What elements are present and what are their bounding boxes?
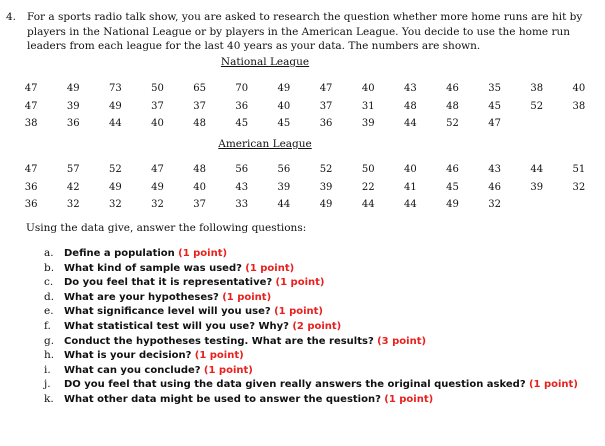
question-points: (1 point) — [245, 262, 295, 274]
national-league-cell — [558, 115, 600, 133]
national-league-cell: 31 — [361, 100, 375, 112]
national-league-cell: 40 — [151, 118, 164, 130]
american-league-cell — [516, 196, 558, 214]
american-league-cell: 32 — [108, 199, 122, 211]
national-league-cell: 47 — [488, 118, 501, 130]
national-league-cell: 48 — [403, 100, 417, 112]
american-league-cell: 49 — [108, 181, 122, 193]
question-item — [44, 334, 578, 349]
american-league-cell: 44 — [530, 164, 544, 176]
national-league-row — [10, 115, 600, 133]
american-league-cell: 56 — [235, 164, 249, 176]
problem-text: For a sports radio talk show, you are asked to research the question whether more home runs are hit by players in the National League or by players in the American League. You decide to use the home run leaders from each league for the last 40 years as your data. The numbers are shown. — [27, 11, 583, 52]
national-league-cell: 44 — [108, 118, 122, 130]
question-text: What other data might be used to answer the question? — [64, 393, 381, 405]
question-item — [44, 275, 578, 290]
american-league-cell: 52 — [319, 164, 333, 176]
national-league-cell: 36 — [235, 100, 249, 112]
question-text: What is your decision? — [64, 350, 192, 362]
national-league-row — [10, 98, 600, 116]
american-league-cell: 33 — [235, 199, 249, 211]
american-league-cell: 52 — [108, 164, 122, 176]
national-league-cell: 38 — [530, 83, 544, 95]
american-league-cell: 49 — [151, 181, 164, 193]
national-league-cell: 37 — [319, 100, 333, 112]
american-league-cell: 46 — [446, 164, 459, 176]
national-league-cell: 45 — [235, 118, 249, 130]
american-league-cell: 36 — [24, 199, 38, 211]
national-league-cell: 38 — [572, 100, 586, 112]
national-league-cell: 49 — [108, 100, 122, 112]
national-league-cell: 48 — [446, 100, 459, 112]
question-item — [44, 319, 578, 334]
american-league-cell: 47 — [151, 164, 164, 176]
american-league-cell: 36 — [24, 181, 38, 193]
national-league-cell: 39 — [66, 100, 80, 112]
american-league-cell: 51 — [572, 164, 586, 176]
american-league-cell — [558, 196, 600, 214]
question-points: (1 point) — [274, 306, 323, 318]
national-league-cell: 47 — [319, 83, 333, 95]
question-letter: g. — [44, 334, 55, 347]
question-text: Do you feel that it is representative? — [64, 277, 273, 289]
american-league-cell: 44 — [361, 199, 375, 211]
american-league-cell: 39 — [277, 181, 291, 193]
question-points: (1 point) — [194, 350, 244, 362]
question-item — [44, 363, 578, 378]
national-league-cell: 70 — [235, 83, 249, 95]
national-league-cell: 36 — [319, 118, 333, 130]
question-item — [44, 304, 578, 319]
instructions: Using the data give, answer the following questions: — [26, 222, 307, 234]
american-league-cell: 32 — [488, 199, 501, 211]
american-league-cell: 37 — [193, 199, 206, 211]
national-league-cell: 39 — [361, 118, 375, 130]
american-league-cell: 40 — [403, 164, 417, 176]
american-league-row — [10, 179, 600, 197]
national-league-cell: 46 — [446, 83, 459, 95]
national-league-cell: 73 — [108, 83, 122, 95]
national-league-cell: 49 — [277, 83, 291, 95]
national-league-cell: 37 — [193, 100, 206, 112]
question-item — [44, 261, 578, 276]
american-league-cell: 32 — [572, 181, 586, 193]
question-item — [44, 377, 578, 392]
national-league-cell: 47 — [24, 83, 38, 95]
question-text: What kind of sample was used? — [64, 262, 242, 274]
american-league-cell: 22 — [361, 181, 375, 193]
national-league-table — [10, 80, 600, 133]
national-league-cell: 37 — [151, 100, 164, 112]
american-league-cell: 49 — [319, 199, 333, 211]
question-points: (1 point) — [275, 277, 325, 289]
american-league-cell: 32 — [66, 199, 80, 211]
question-list — [44, 246, 578, 407]
question-points: (1 point) — [528, 379, 578, 391]
american-league-heading: American League — [218, 138, 312, 150]
national-league-cell: 47 — [24, 100, 38, 112]
question-text: What significance level will you use? — [64, 306, 271, 318]
question-item — [44, 290, 578, 305]
american-league-cell: 45 — [446, 181, 459, 193]
national-league-cell: 52 — [446, 118, 459, 130]
question-letter: f. — [44, 319, 51, 332]
question-text: DO you feel that using the data given really answers the original question asked? — [64, 379, 526, 391]
question-text: Conduct the hypotheses testing. What are the results? — [64, 335, 374, 347]
american-league-cell: 46 — [488, 181, 501, 193]
question-letter: i. — [44, 363, 51, 376]
question-item — [44, 348, 578, 363]
american-league-cell: 47 — [24, 164, 38, 176]
national-league-cell: 40 — [277, 100, 291, 112]
national-league-cell — [516, 115, 558, 133]
question-letter: j. — [44, 378, 51, 391]
american-league-cell: 39 — [319, 181, 333, 193]
problem-statement — [6, 10, 602, 54]
national-league-cell: 36 — [66, 118, 80, 130]
american-league-cell: 44 — [277, 199, 291, 211]
question-points: (1 point) — [222, 291, 272, 303]
national-league-cell: 44 — [403, 118, 417, 130]
problem-number: 4. — [6, 11, 17, 23]
national-league-cell: 45 — [488, 100, 501, 112]
question-points: (2 point) — [292, 320, 342, 332]
american-league-cell: 39 — [530, 181, 544, 193]
american-league-cell: 48 — [193, 164, 206, 176]
national-league-cell: 38 — [24, 118, 38, 130]
american-league-cell: 49 — [446, 199, 459, 211]
question-letter: c. — [44, 276, 54, 289]
question-letter: d. — [44, 290, 55, 303]
national-league-cell: 43 — [403, 83, 417, 95]
american-league-table — [10, 161, 600, 214]
american-league-cell: 41 — [403, 181, 417, 193]
question-item — [44, 246, 578, 261]
question-text: What can you conclude? — [64, 364, 201, 376]
national-league-cell: 40 — [572, 83, 586, 95]
national-league-cell: 65 — [193, 83, 206, 95]
american-league-cell: 50 — [361, 164, 375, 176]
national-league-cell: 45 — [277, 118, 291, 130]
question-letter: h. — [44, 349, 55, 362]
national-league-cell: 49 — [66, 83, 80, 95]
american-league-cell: 40 — [193, 181, 206, 193]
national-league-row — [10, 80, 600, 98]
national-league-cell: 35 — [488, 83, 501, 95]
question-points: (3 point) — [377, 335, 427, 347]
question-item — [44, 392, 578, 407]
national-league-cell: 48 — [193, 118, 206, 130]
american-league-cell: 43 — [488, 164, 501, 176]
question-text: Define a population — [64, 248, 175, 259]
american-league-cell: 57 — [66, 164, 80, 176]
question-letter: k. — [44, 392, 54, 405]
question-text: What statistical test will you use? Why? — [64, 320, 289, 332]
question-points: (1 point) — [178, 248, 228, 259]
american-league-cell: 44 — [403, 199, 417, 211]
american-league-cell: 56 — [277, 164, 291, 176]
question-letter: a. — [44, 247, 54, 259]
question-text: What are your hypotheses? — [64, 291, 219, 303]
american-league-cell: 32 — [151, 199, 164, 211]
national-league-cell: 40 — [361, 83, 375, 95]
question-letter: b. — [44, 261, 55, 274]
national-league-cell: 52 — [530, 100, 544, 112]
national-league-cell: 50 — [151, 83, 164, 95]
american-league-cell: 43 — [235, 181, 249, 193]
national-league-heading: National League — [220, 56, 310, 68]
question-points: (1 point) — [384, 393, 434, 405]
question-letter: e. — [44, 305, 54, 318]
question-points: (1 point) — [203, 364, 253, 376]
american-league-cell: 42 — [66, 181, 80, 193]
american-league-row — [10, 196, 600, 214]
american-league-row — [10, 161, 600, 179]
